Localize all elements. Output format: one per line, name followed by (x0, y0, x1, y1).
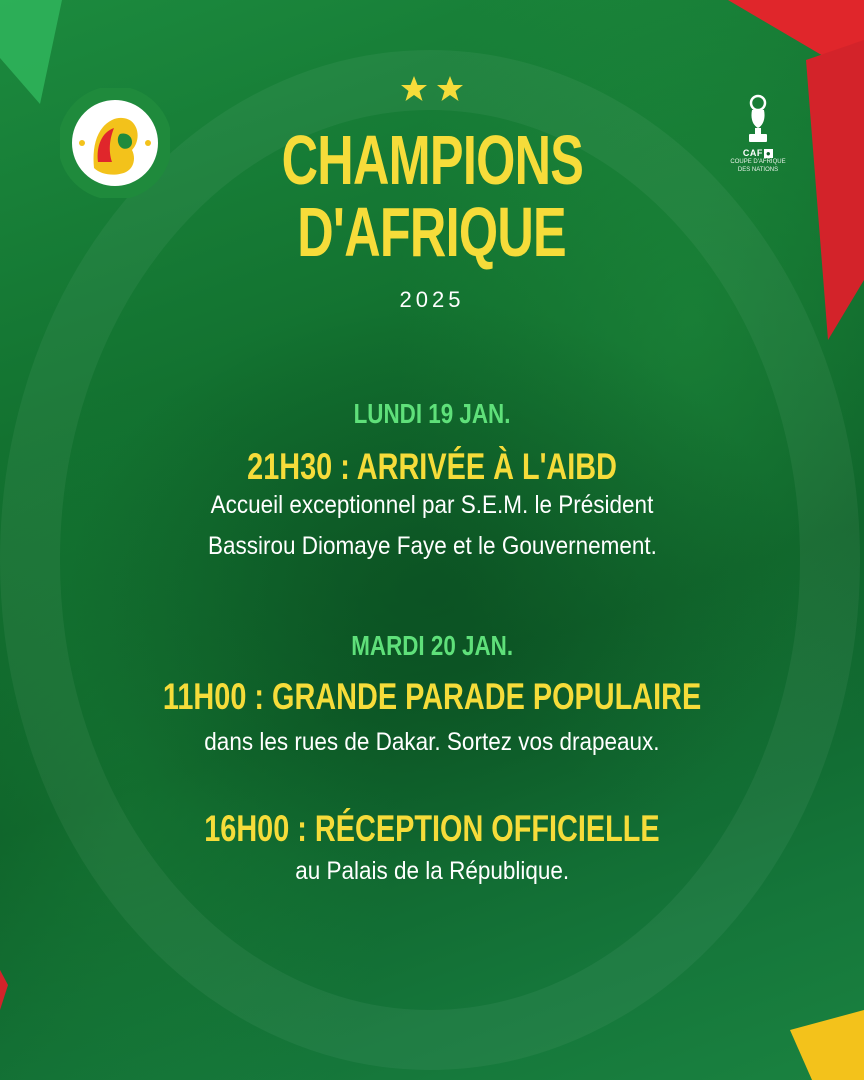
event-reception-title (0, 808, 864, 850)
event-arrival-description-line2 (0, 532, 864, 561)
day-label: MARDI 20 JAN. (351, 630, 513, 661)
bottom-right-yellow-shard (790, 1010, 864, 1080)
schedule-day-monday (0, 398, 864, 430)
description-text: dans les rues de Dakar. Sortez vos drapeaux. (204, 728, 660, 756)
title-line1 (0, 120, 864, 200)
event-reception-description (0, 857, 864, 886)
left-red-sliver (0, 970, 8, 1010)
title-line2 (0, 192, 864, 272)
star-icon (401, 76, 427, 101)
title-line2-text: D'AFRIQUE (297, 193, 567, 271)
caf-line1: COUPE D'AFRIQUE (730, 159, 786, 165)
description-text: Accueil exceptionnel par S.E.M. le Président (210, 491, 654, 519)
schedule-day-tuesday (0, 630, 864, 662)
event-arrival-title (0, 446, 864, 488)
event-title-text: 21H30 : ARRIVÉE À L'AIBD (247, 446, 617, 487)
event-parade-description (0, 728, 864, 757)
stars-group (396, 74, 468, 104)
caf-line2: DES NATIONS (737, 167, 779, 173)
description-text: Bassirou Diomaye Faye et le Gouvernement. (207, 532, 657, 560)
title-line1-text: CHAMPIONS (281, 121, 583, 199)
star-icon (437, 76, 463, 101)
caf-mark-text: CAF (742, 148, 763, 158)
event-parade-title (0, 676, 864, 718)
event-title-text: 11H00 : GRANDE PARADE POPULAIRE (162, 676, 702, 717)
event-arrival-description-line1 (0, 491, 864, 520)
title-year: 2025 (399, 287, 465, 312)
day-label: LUNDI 19 JAN. (353, 398, 511, 429)
caf-box: ● (765, 149, 772, 158)
event-title-text: 16H00 : RÉCEPTION OFFICIELLE (204, 808, 660, 849)
description-text: au Palais de la République. (295, 857, 569, 885)
